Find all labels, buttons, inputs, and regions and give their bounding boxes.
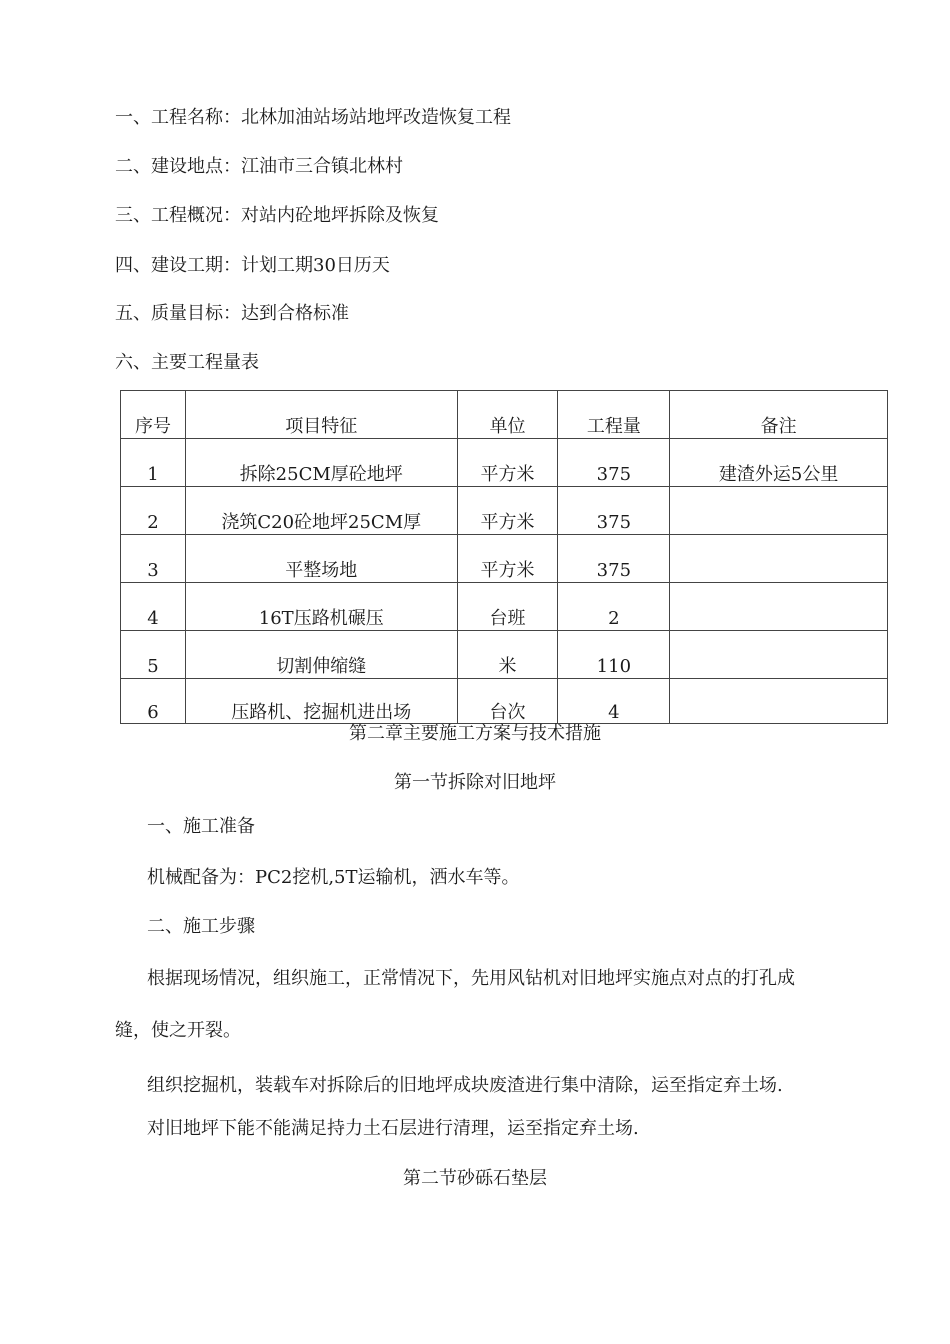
cell-unit: 平方米 bbox=[457, 535, 558, 583]
table-row bbox=[121, 535, 888, 583]
cell-unit: 平方米 bbox=[457, 487, 558, 535]
cell-remark bbox=[670, 679, 888, 724]
cell-item: 压路机、挖掘机进出场 bbox=[185, 679, 457, 724]
info-overview: 三、工程概况：对站内砼地坪拆除及恢复 bbox=[115, 205, 439, 226]
table-header-row bbox=[121, 391, 888, 439]
col-header-item: 项目特征 bbox=[185, 391, 457, 439]
info-duration: 四、建设工期：计划工期30日历天 bbox=[115, 255, 390, 276]
cell-remark bbox=[670, 631, 888, 679]
cell-quantity: 110 bbox=[558, 631, 670, 679]
cell-quantity: 375 bbox=[558, 439, 670, 487]
cell-item: 平整场地 bbox=[185, 535, 457, 583]
cell-quantity: 375 bbox=[558, 535, 670, 583]
cell-quantity: 4 bbox=[558, 679, 670, 724]
col-header-quantity: 工程量 bbox=[558, 391, 670, 439]
cell-item: 切割伸缩缝 bbox=[185, 631, 457, 679]
cell-quantity: 2 bbox=[558, 583, 670, 631]
cell-unit: 米 bbox=[457, 631, 558, 679]
info-quantity-table-heading: 六、主要工程量表 bbox=[115, 352, 259, 373]
cell-item: 浇筑C20砼地坪25CM厚 bbox=[185, 487, 457, 535]
cell-quantity: 375 bbox=[558, 487, 670, 535]
col-header-remark: 备注 bbox=[670, 391, 888, 439]
cell-index: 3 bbox=[121, 535, 186, 583]
cell-index: 6 bbox=[121, 679, 186, 724]
chapter-title: 第二章主要施工方案与技术措施 bbox=[349, 723, 601, 744]
quantity-table bbox=[120, 390, 888, 724]
cell-remark bbox=[670, 535, 888, 583]
cell-index: 4 bbox=[121, 583, 186, 631]
info-location: 二、建设地点：江油市三合镇北林村 bbox=[115, 156, 403, 177]
cell-index: 5 bbox=[121, 631, 186, 679]
steps-para3: 对旧地坪下能不能满足持力土石层进行清理，运至指定弃土场. bbox=[147, 1118, 639, 1139]
cell-remark: 建渣外运5公里 bbox=[670, 439, 888, 487]
table-row bbox=[121, 631, 888, 679]
table-row bbox=[121, 583, 888, 631]
section-title-demolition: 第一节拆除对旧地坪 bbox=[394, 772, 556, 793]
info-quality: 五、质量目标：达到合格标准 bbox=[115, 303, 349, 324]
cell-unit: 台班 bbox=[457, 583, 558, 631]
steps-para1-line2: 缝，使之开裂。 bbox=[115, 1020, 241, 1041]
cell-remark bbox=[670, 583, 888, 631]
steps-para2: 组织挖掘机，装载车对拆除后的旧地坪成块废渣进行集中清除，运至指定弃土场. bbox=[147, 1075, 783, 1096]
cell-unit: 平方米 bbox=[457, 439, 558, 487]
cell-index: 2 bbox=[121, 487, 186, 535]
col-header-index: 序号 bbox=[121, 391, 186, 439]
cell-unit: 台次 bbox=[457, 679, 558, 724]
col-header-unit: 单位 bbox=[457, 391, 558, 439]
info-project-name: 一、工程名称：北林加油站场站地坪改造恢复工程 bbox=[115, 107, 511, 128]
heading-steps: 二、施工步骤 bbox=[147, 916, 255, 937]
cell-remark bbox=[670, 487, 888, 535]
cell-item: 拆除25CM厚砼地坪 bbox=[185, 439, 457, 487]
cell-item: 16T压路机碾压 bbox=[185, 583, 457, 631]
table-row bbox=[121, 439, 888, 487]
section-title-gravel: 第二节砂砾石垫层 bbox=[403, 1168, 547, 1189]
heading-preparation: 一、施工准备 bbox=[147, 816, 255, 837]
steps-para1-line1: 根据现场情况，组织施工，正常情况下，先用风钻机对旧地坪实施点对点的打孔成 bbox=[147, 968, 795, 989]
table-row bbox=[121, 679, 888, 724]
cell-index: 1 bbox=[121, 439, 186, 487]
table-row bbox=[121, 487, 888, 535]
text-equipment: 机械配备为：PC2挖机,5T运输机，洒水车等。 bbox=[147, 867, 520, 888]
